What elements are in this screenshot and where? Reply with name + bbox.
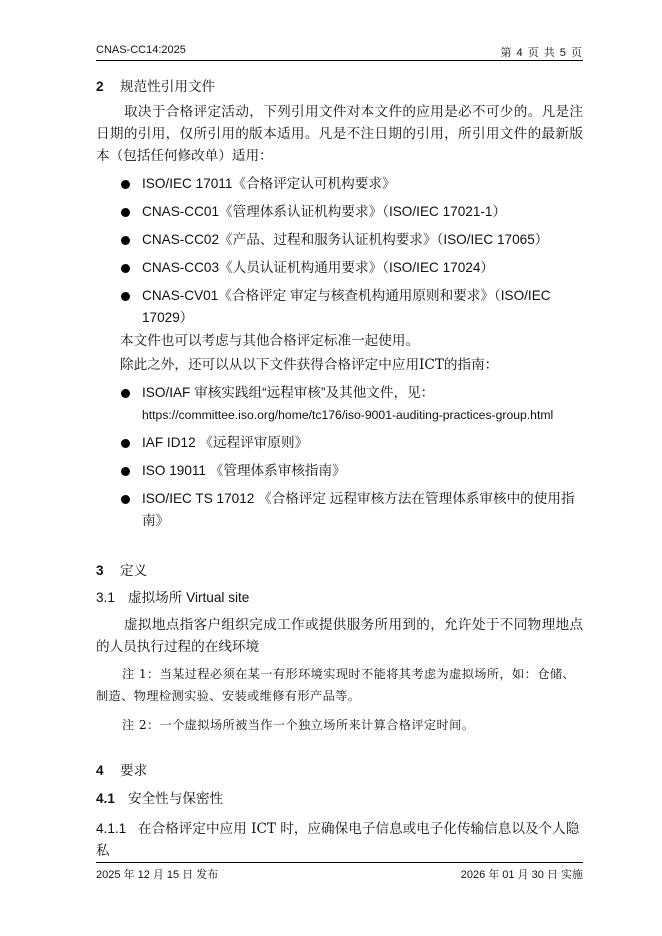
list-item-text: ISO/IAF 审核实践组“远程审核”及其他文件，见：: [142, 385, 435, 400]
subsection-title: 安全性与保密性: [128, 791, 224, 806]
publish-date: 2025 年 12 月 15 日 发布: [96, 869, 219, 881]
list-item: ISO 19011 《管理体系审核指南》: [96, 460, 583, 482]
note-1: 注 1：当某过程必须在某一有形环境实现时不能将其考虑为虚拟场所，如：仓储、制造、物理检测实验、安装或维修有形产品等。: [96, 667, 575, 703]
section-title: 要求: [120, 763, 148, 778]
list-item: CNAS-CC03《人员认证机构通用要求》（ISO/IEC 17024）: [96, 257, 583, 279]
list-item: IAF ID12 《远程评审原则》: [96, 432, 583, 454]
section-3-heading: [96, 560, 583, 582]
section-4-heading: [96, 760, 583, 782]
page-number: 第 4 页 共 5 页: [500, 47, 583, 59]
list-item: ISO/IEC TS 17012 《合格评定 远程审核方法在管理体系审核中的使用指南》: [96, 488, 583, 532]
document-body: [96, 76, 583, 862]
clause-number: 4.1.1: [96, 821, 127, 836]
list-item: [96, 382, 583, 426]
clause-4-1-1: [96, 818, 583, 862]
note-2: 注 2：一个虚拟场所被当作一个独立场所来计算合格评定时间。: [122, 718, 475, 732]
ict-guidance-intro: 除此之外，还可以从以下文件获得合格评定中应用ICT的指南：: [120, 357, 499, 373]
section-title: 定义: [120, 563, 148, 578]
page-header: [96, 44, 583, 60]
section-number: 3: [96, 563, 104, 578]
subsection-title: 虚拟场所 Virtual site: [128, 590, 250, 605]
subsection-3-1-heading: [96, 587, 583, 609]
section-2-heading: [96, 76, 583, 98]
section-2-intro: 取决于合格评定活动，下列引用文件对本文件的应用是必不可少的。凡是注日期的引用，仅所引用的版本适用。凡是不注日期的引用，所引用文件的最新版本（包括任何修改单）适用：: [96, 104, 583, 164]
also-usable-note: 本文件也可以考虑与其他合格评定标准一起使用。: [120, 333, 420, 349]
list-item: CNAS-CC01《管理体系认证机构要求》（ISO/IEC 17021-1）: [96, 201, 583, 223]
subsection-number: 4.1: [96, 791, 115, 806]
virtual-site-definition: 虚拟地点指客户组织完成工作或提供服务所用到的，允许处于不同物理地点的人员执行过程的在线环境: [96, 617, 583, 655]
footer-rule: [96, 862, 583, 863]
list-item: CNAS-CV01《合格评定 审定与核查机构通用原则和要求》（ISO/IEC 17029）: [96, 285, 583, 329]
subsection-4-1-heading: [96, 788, 583, 810]
section-number: 4: [96, 763, 104, 778]
list-item: CNAS-CC02《产品、过程和服务认证机构要求》（ISO/IEC 17065）: [96, 229, 583, 251]
section-number: 2: [96, 79, 104, 94]
document-code: CNAS-CC14:2025: [96, 44, 186, 56]
header-rule: [96, 60, 583, 61]
clause-text: 在合格评定中应用 ICT 时，应确保电子信息或电子化传输信息以及个人隐私: [96, 821, 580, 859]
reference-list: [96, 173, 583, 329]
implementation-date: 2026 年 01 月 30 日 实施: [460, 869, 583, 881]
list-item: ISO/IEC 17011《合格评定认可机构要求》: [96, 173, 583, 195]
section-title: 规范性引用文件: [120, 79, 216, 94]
reference-url: https://committee.iso.org/home/tc176/iso-9001-auditing-practices-group.html: [142, 408, 554, 422]
subsection-number: 3.1: [96, 590, 115, 605]
guidance-list: [96, 382, 583, 532]
